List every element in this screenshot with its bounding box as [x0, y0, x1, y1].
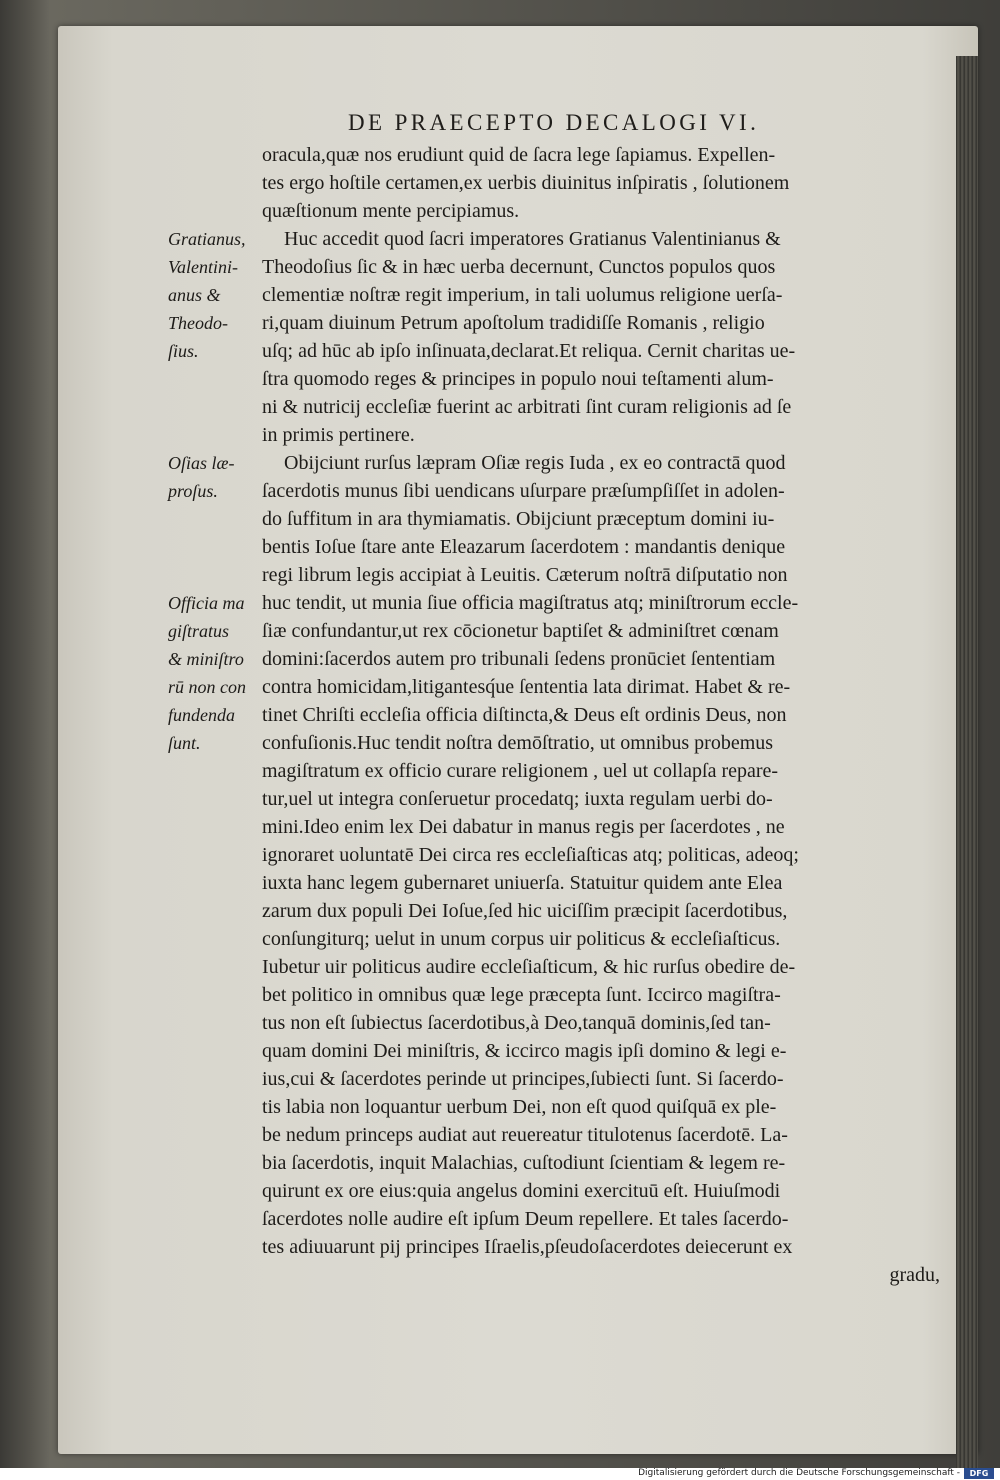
text-line: ri,quam diuinum Petrum apoſtolum tradidiſſe Romanis , religio	[262, 312, 765, 334]
text-line: tes adiuuarunt pij principes Iſraelis,pſeudoſacerdotes deiecerunt ex	[262, 1236, 793, 1258]
catchword: gradu,	[889, 1264, 940, 1286]
text-line: clementiæ noſtræ regit imperium, in tali uolumus religione uerſa-	[262, 284, 783, 306]
text-line: contra homicidam,litigantesq́ue ſententia lata dirimat. Habet & re-	[262, 676, 791, 698]
margin-note-gratianus	[168, 225, 246, 365]
digitization-credit: Digitalisierung gefördert durch die Deutsche Forschungsgemeinschaft -	[638, 1468, 960, 1478]
text-line: in primis pertinere.	[262, 424, 415, 446]
text-line: ni & nutricij eccleſiæ fuerint ac arbitrati ſint curam religionis ad ſe	[262, 396, 792, 418]
text-line: huc tendit, ut munia ſiue officia magiſtratus atq; miniſtrorum eccle-	[262, 592, 799, 614]
text-line: zarum dux populi Dei Ioſue,ſed hic uiciſſim præcipit ſacerdotibus,	[262, 900, 788, 922]
margin-note-line: proſus.	[168, 481, 218, 501]
margin-note-line: Oſias læ-	[168, 453, 235, 473]
text-line: ſacerdotes nolle audire eſt ipſum Deum repellere. Et tales ſacerdo-	[262, 1208, 789, 1230]
text-line: bentis Ioſue ſtare ante Eleazarum ſacerdotem : mandantis denique	[262, 536, 786, 558]
dfg-logo: DFG	[964, 1468, 994, 1479]
margin-note-officia	[168, 589, 246, 757]
text-line: be nedum princeps audiat aut reuereatur titulotenus ſacerdotē. La-	[262, 1124, 788, 1146]
text-line: bet politico in omnibus quæ lege præcepta ſunt. Iccirco magiſtra-	[262, 984, 781, 1006]
margin-note-line: ſius.	[168, 341, 199, 361]
text-line: quirunt ex ore eius:quia angelus domini exercituū eſt. Huiuſmodi	[262, 1180, 781, 1202]
text-line: domini:ſacerdos autem pro tribunali ſedens pronūciet ſententiam	[262, 648, 776, 670]
margin-note-line: Officia ma	[168, 593, 245, 613]
text-line: quam domini Dei miniſtris, & iccirco magis ipſi domino & legi e-	[262, 1040, 787, 1062]
margin-note-line: Gratianus,	[168, 229, 246, 249]
text-line: oracula,quæ nos erudiunt quid de ſacra lege ſapiamus. Expellen-	[262, 144, 776, 166]
text-line: ignoraret uoluntatē Dei circa res eccleſiaſticas atq; politicas, adeoq;	[262, 844, 799, 866]
text-line: Iubetur uir politicus audire eccleſiaſticum, & hic rurſus obedire de-	[262, 956, 796, 978]
text-line: tur,uel ut integra conſeruetur procedatq; iuxta regulam uerbi do-	[262, 788, 773, 810]
body-text	[262, 141, 952, 1289]
text-line: tus non eſt ſubiectus ſacerdotibus,à Deo,tanquā dominis,ſed tan-	[262, 1012, 771, 1034]
margin-note-line: ſunt.	[168, 733, 201, 753]
text-line: bia ſacerdotis, inquit Malachias, cuſtodiunt ſcientiam & legem re-	[262, 1152, 786, 1174]
text-line: tinet Chriſti eccleſia officia diſtincta,& Deus eſt ordinis Deus, non	[262, 704, 787, 726]
text-line: tis labia non loquantur uerbum Dei, non eſt quod quiſquā ex ple-	[262, 1096, 777, 1118]
text-line: tes ergo hoſtile certamen,ex uerbis diuinitus inſpiratis , ſolutionem	[262, 172, 790, 194]
text-line: ſacerdotis munus ſibi uendicans uſurpare præſumpſiſſet in adolen-	[262, 480, 785, 502]
margin-note-line: rū non con	[168, 677, 246, 697]
text-line: uſq; ad hūc ab ipſo inſinuata,declarat.Et reliqua. Cernit charitas ue-	[262, 340, 796, 362]
running-header: DE PRAECEPTO DECALOGI VI.	[348, 110, 760, 135]
text-line: quæſtionum mente percipiamus.	[262, 200, 520, 222]
text-line: ſtra quomodo reges & principes in populo noui teſtamenti alum-	[262, 368, 774, 390]
margin-note-line: giſtratus	[168, 621, 230, 641]
margin-note-line: anus &	[168, 285, 221, 305]
text-line: magiſtratum ex officio curare religionem , uel ut collapſa repare-	[262, 760, 779, 782]
text-line: Huc accedit quod ſacri imperatores Gratianus Valentinianus &	[284, 228, 781, 250]
text-line: iuxta hanc legem gubernaret uniuerſa. Statuitur quidem ante Elea	[262, 872, 783, 894]
text-line: conſungiturq; uelut in unum corpus uir politicus & eccleſiaſticus.	[262, 928, 781, 950]
text-line: ius,cui & ſacerdotes perinde ut principes,ſubiecti ſunt. Si ſacerdo-	[262, 1068, 784, 1090]
text-line: regi librum legis accipiat à Leuitis. Cæterum noſtrā diſputatio non	[262, 564, 788, 586]
page-edge	[956, 56, 978, 1474]
text-line: Theodoſius ſic & in hæc uerba decernunt, Cunctos populos quos	[262, 256, 776, 278]
margin-note-line: fundenda	[168, 705, 235, 725]
text-line: do ſuffitum in ara thymiamatis. Obijciunt præceptum domini iu-	[262, 508, 775, 530]
margin-note-line: Theodo-	[168, 313, 228, 333]
margin-note-line: Valentini-	[168, 257, 238, 277]
text-line: mini.Ideo enim lex Dei dabatur in manus regis per ſacerdotes , ne	[262, 816, 785, 838]
margin-note-osias	[168, 449, 235, 505]
margin-note-line: & miniſtro	[168, 649, 244, 669]
text-line: ſiæ confundantur,ut rex cōcionetur baptiſet & adminiſtret cœnam	[262, 620, 779, 642]
text-line: Obijciunt rurſus læpram Oſiæ regis Iuda , ex eo contractā quod	[284, 452, 786, 474]
text-line: confuſionis.Huc tendit noſtra demōſtratio, ut omnibus probemus	[262, 732, 774, 754]
